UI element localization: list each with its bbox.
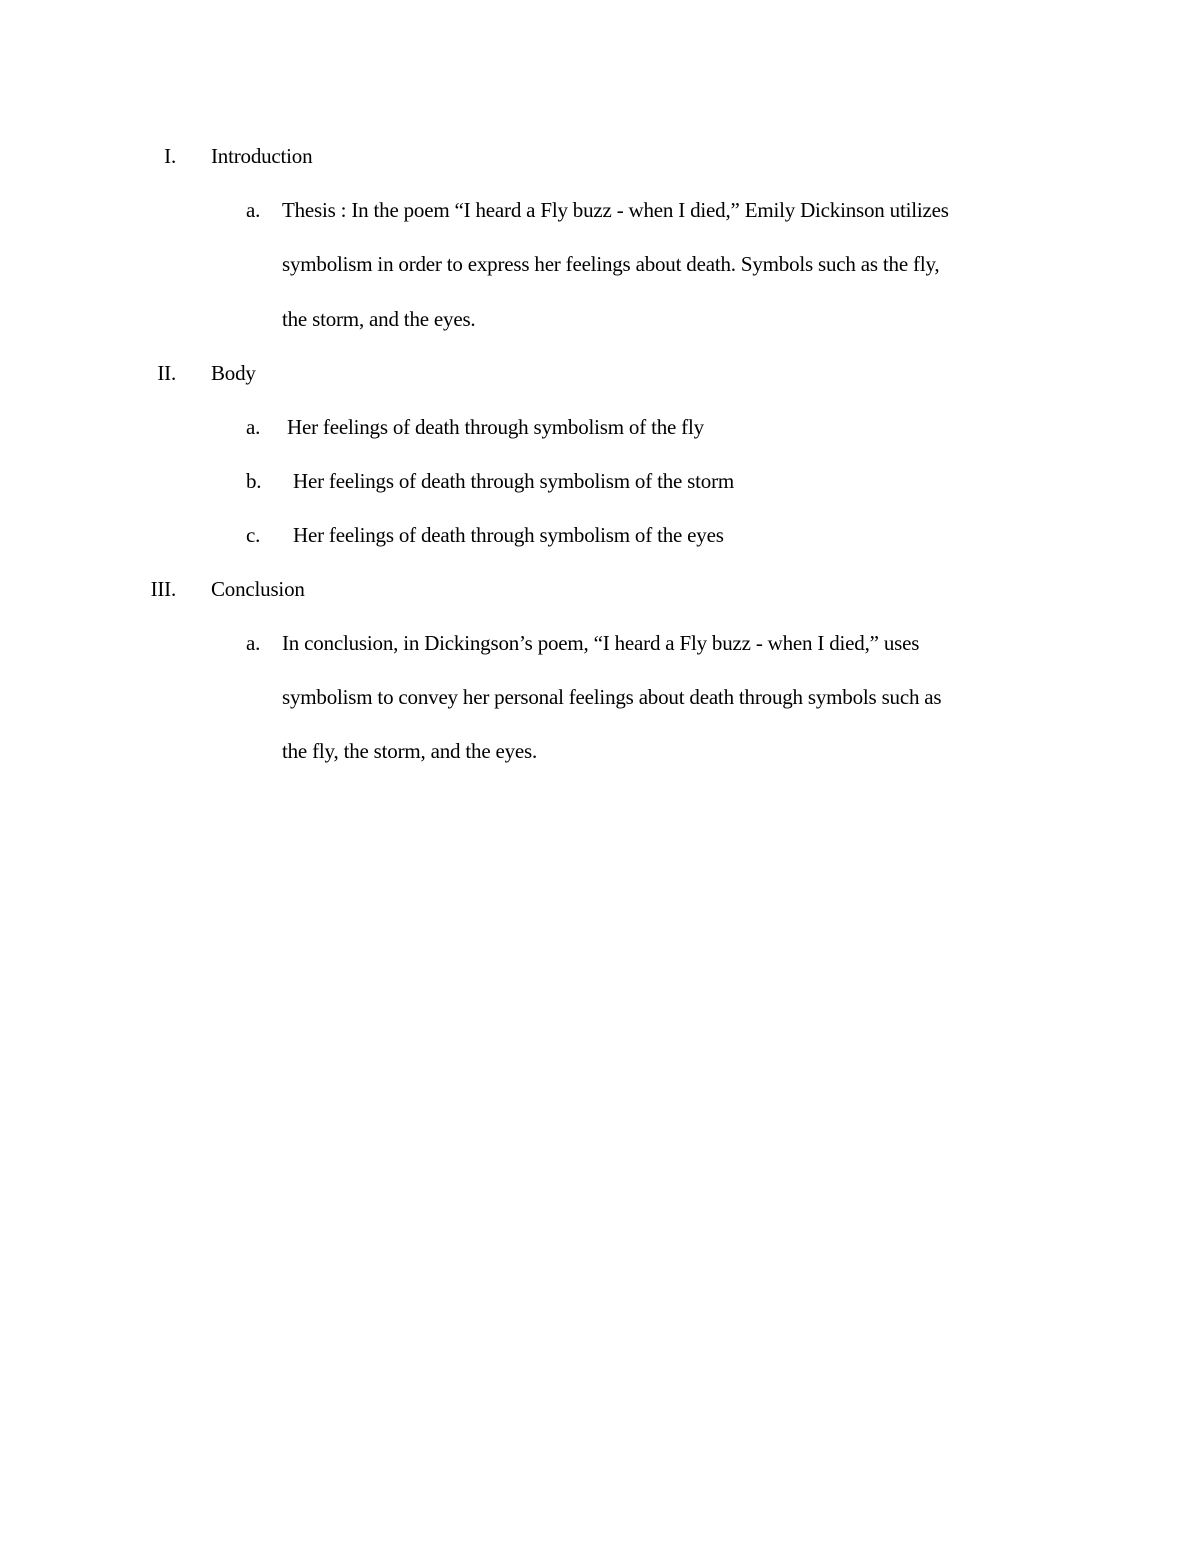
section-heading-introduction: Introduction xyxy=(211,144,313,168)
conclusion-line-2: symbolism to convey her personal feelings about death through symbols such as xyxy=(282,685,942,709)
thesis-line-2: symbolism in order to express her feelings about death. Symbols such as the fly, xyxy=(282,252,940,276)
body-item-fly: Her feelings of death through symbolism of the fly xyxy=(287,415,704,439)
thesis-line-3: the storm, and the eyes. xyxy=(282,307,476,331)
item-letter-fly: a. xyxy=(246,415,261,439)
item-letter-storm: b. xyxy=(246,469,262,493)
section-heading-body: Body xyxy=(211,361,256,385)
conclusion-line-3: the fly, the storm, and the eyes. xyxy=(282,739,538,763)
conclusion-line-1: In conclusion, in Dickingson’s poem, “I heard a Fly buzz - when I died,” uses xyxy=(282,631,920,655)
body-item-storm: Her feelings of death through symbolism of the storm xyxy=(293,469,735,493)
item-letter-eyes: c. xyxy=(246,523,261,547)
section-heading-conclusion: Conclusion xyxy=(211,577,305,601)
section-numeral-introduction: I. xyxy=(164,144,176,168)
item-letter-thesis: a. xyxy=(246,198,261,222)
body-item-eyes: Her feelings of death through symbolism of the eyes xyxy=(293,523,724,547)
section-numeral-body: II. xyxy=(157,361,176,385)
item-letter-conclusion: a. xyxy=(246,631,261,655)
section-numeral-conclusion: III. xyxy=(150,577,176,601)
thesis-line-1: Thesis : In the poem “I heard a Fly buzz - when I died,” Emily Dickinson utilizes xyxy=(282,198,949,222)
